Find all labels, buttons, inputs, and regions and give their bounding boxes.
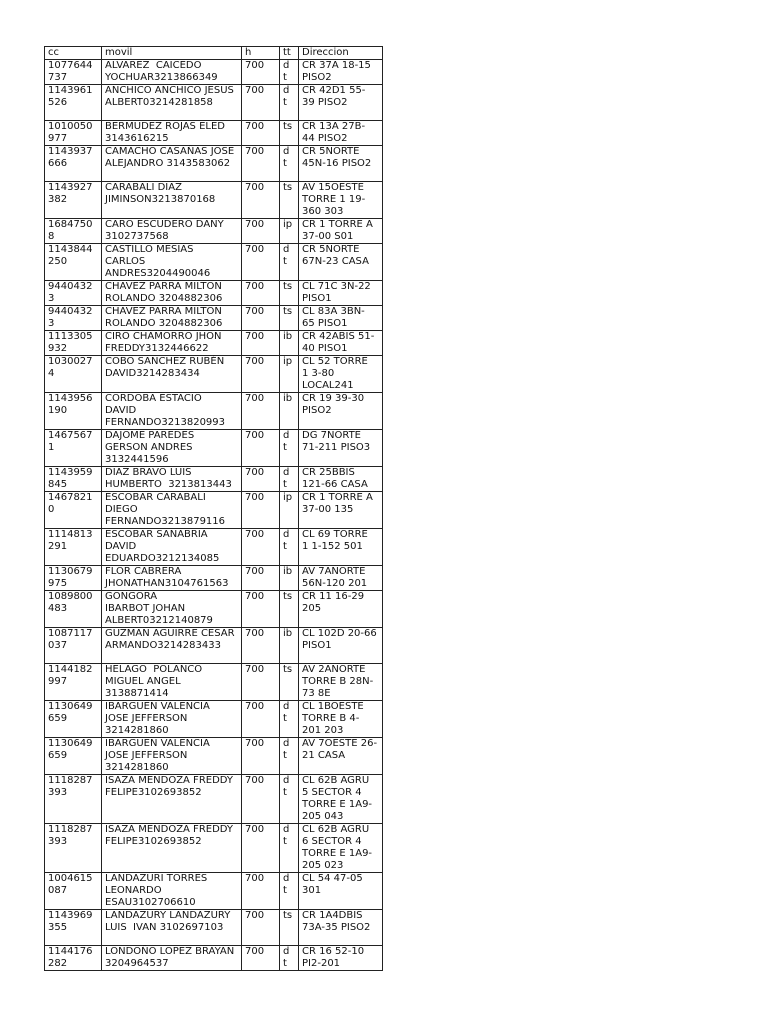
cell-h: 700 [242,946,280,971]
cell-h: 700 [242,873,280,910]
cell-direccion: CL 1BOESTE TORRE B 4- 201 203 [299,701,383,738]
cell-h: 700 [242,775,280,824]
table-row [45,664,383,701]
cell-cc: 1143956 190 [45,393,102,430]
cell-cc: 1114813 291 [45,529,102,566]
table-row [45,182,383,219]
cell-movil: CHAVEZ PARRA MILTON ROLANDO 3204882306 [102,306,242,331]
table-row [45,946,383,971]
header-h: h [242,47,280,60]
cell-h: 700 [242,146,280,182]
cell-movil: ESCOBAR CARABALI DIEGO FERNANDO3213879116 [102,492,242,529]
cell-tt: ip [280,219,299,244]
cell-h: 700 [242,306,280,331]
cell-direccion: CL 62B AGRU 6 SECTOR 4 TORRE E 1A9- 205 023 [299,824,383,873]
cell-cc: 1077644 737 [45,60,102,85]
cell-tt: d t [280,701,299,738]
cell-h: 700 [242,824,280,873]
cell-tt: d t [280,946,299,971]
cell-cc: 1130649 659 [45,701,102,738]
cell-h: 700 [242,60,280,85]
cell-h: 700 [242,219,280,244]
cell-h: 700 [242,393,280,430]
cell-cc: 1010050 977 [45,121,102,146]
cell-direccion: AV 15OESTE TORRE 1 19- 360 303 [299,182,383,219]
cell-movil: DAJOME PAREDES GERSON ANDRES 3132441596 [102,430,242,467]
cell-cc: 1004615 087 [45,873,102,910]
cell-h: 700 [242,529,280,566]
cell-cc: 1143844 250 [45,244,102,281]
cell-direccion: CL 69 TORRE 1 1-152 501 [299,529,383,566]
table-row [45,219,383,244]
cell-movil: LANDAZURY LANDAZURY LUIS IVAN 3102697103 [102,910,242,946]
cell-movil: GUZMAN AGUIRRE CESAR ARMANDO3214283433 [102,628,242,664]
cell-direccion: CL 52 TORRE 1 3-80 LOCAL241 [299,356,383,393]
cell-movil: LONDOÑO LOPEZ BRAYAN 3204964537 [102,946,242,971]
table-row [45,467,383,492]
cell-tt: d t [280,244,299,281]
header-movil: movil [102,47,242,60]
cell-tt: d t [280,529,299,566]
cell-tt: d t [280,738,299,775]
cell-direccion: AV 2ANORTE TORRE B 28N- 73 8E [299,664,383,701]
records-table [44,46,383,971]
cell-direccion: CR 1 TORRE A 37-00 135 [299,492,383,529]
cell-direccion: CL 102D 20-66 PISO1 [299,628,383,664]
cell-tt: d t [280,60,299,85]
cell-tt: ts [280,182,299,219]
cell-tt: ts [280,306,299,331]
cell-direccion: CR 5NORTE 67N-23 CASA [299,244,383,281]
cell-cc: 1113305 932 [45,331,102,356]
table-row [45,529,383,566]
cell-h: 700 [242,331,280,356]
cell-tt: ts [280,910,299,946]
table-row [45,824,383,873]
cell-cc: 1089800 483 [45,591,102,628]
cell-movil: ISAZA MENDOZA FREDDY FELIPE3102693852 [102,775,242,824]
cell-cc: 1143959 845 [45,467,102,492]
cell-h: 700 [242,182,280,219]
cell-tt: ts [280,121,299,146]
table-row [45,492,383,529]
cell-movil: CARABALI DIAZ JIMINSON3213870168 [102,182,242,219]
table-row [45,281,383,306]
cell-cc: 1467567 1 [45,430,102,467]
cell-h: 700 [242,467,280,492]
table-row [45,244,383,281]
cell-direccion: CR 5NORTE 45N-16 PISO2 [299,146,383,182]
table-row [45,566,383,591]
header-cc: cc [45,47,102,60]
cell-tt: ts [280,591,299,628]
cell-direccion: CR 1 TORRE A 37-00 S01 [299,219,383,244]
cell-h: 700 [242,356,280,393]
table-row [45,393,383,430]
cell-h: 700 [242,492,280,529]
cell-cc: 1087117 037 [45,628,102,664]
cell-cc: 1467821 0 [45,492,102,529]
table-row [45,628,383,664]
cell-movil: DIAZ BRAVO LUIS HUMBERTO 3213813443 [102,467,242,492]
cell-h: 700 [242,281,280,306]
cell-cc: 1684750 8 [45,219,102,244]
cell-movil: COBO SANCHEZ RUBÉN DAVID3214283434 [102,356,242,393]
cell-h: 700 [242,244,280,281]
cell-h: 700 [242,121,280,146]
cell-tt: d t [280,146,299,182]
cell-cc: 1143969 355 [45,910,102,946]
cell-movil: FLOR CABRERA JHONATHAN3104761563 [102,566,242,591]
cell-movil: ALVAREZ CAICEDO YOCHUAR3213866349 [102,60,242,85]
table-row [45,146,383,182]
cell-tt: ip [280,356,299,393]
cell-tt: ib [280,331,299,356]
cell-tt: ib [280,393,299,430]
cell-movil: CHAVEZ PARRA MILTON ROLANDO 3204882306 [102,281,242,306]
table-row [45,85,383,121]
cell-tt: ts [280,664,299,701]
cell-direccion: CR 19 39-30 PISO2 [299,393,383,430]
cell-cc: 1118287 393 [45,775,102,824]
cell-h: 700 [242,664,280,701]
cell-tt: d t [280,85,299,121]
cell-cc: 1144182 997 [45,664,102,701]
cell-h: 700 [242,738,280,775]
cell-direccion: CL 71C 3N-22 PISO1 [299,281,383,306]
cell-movil: ESCOBAR SANABRIA DAVID EDUARDO3212134085 [102,529,242,566]
cell-cc: 1143927 382 [45,182,102,219]
cell-tt: ts [280,281,299,306]
table-row [45,873,383,910]
cell-tt: ib [280,628,299,664]
cell-movil: ANCHICO ANCHICO JESUS ALBERT03214281858 [102,85,242,121]
table-row [45,356,383,393]
cell-movil: CORDOBA ESTACIO DAVID FERNANDO3213820993 [102,393,242,430]
header-tt: tt [280,47,299,60]
cell-cc: 1144176 282 [45,946,102,971]
cell-cc: 1143961 526 [45,85,102,121]
cell-tt: d t [280,467,299,492]
cell-tt: d t [280,824,299,873]
cell-cc: 1118287 393 [45,824,102,873]
cell-h: 700 [242,85,280,121]
cell-direccion: CR 42D1 55- 39 PISO2 [299,85,383,121]
cell-direccion: CR 16 52-10 PI2-201 [299,946,383,971]
cell-direccion: AV 7OESTE 26- 21 CASA [299,738,383,775]
cell-tt: d t [280,430,299,467]
cell-h: 700 [242,910,280,946]
cell-cc: 9440432 3 [45,306,102,331]
cell-movil: GONGORA IBARBOT JOHAN ALBERT03212140879 [102,591,242,628]
table-row [45,591,383,628]
cell-direccion: CL 83A 3BN- 65 PISO1 [299,306,383,331]
table-row [45,701,383,738]
cell-direccion: CR 37A 18-15 PISO2 [299,60,383,85]
cell-h: 700 [242,701,280,738]
cell-movil: CIRO CHAMORRO JHON FREDDY3132446622 [102,331,242,356]
table-row [45,306,383,331]
cell-direccion: DG 7NORTE 71-211 PISO3 [299,430,383,467]
table-row [45,738,383,775]
cell-cc: 9440432 3 [45,281,102,306]
cell-h: 700 [242,566,280,591]
cell-h: 700 [242,628,280,664]
table-row [45,60,383,85]
table-row [45,121,383,146]
cell-cc: 1130679 975 [45,566,102,591]
cell-tt: d t [280,775,299,824]
cell-movil: CASTILLO MESIAS CARLOS ANDRES3204490046 [102,244,242,281]
table-row [45,910,383,946]
cell-direccion: CR 42ABIS 51- 40 PISO1 [299,331,383,356]
cell-movil: LANDAZURI TORRES LEONARDO ESAU3102706610 [102,873,242,910]
cell-direccion: CR 11 16-29 205 [299,591,383,628]
table-row [45,430,383,467]
cell-movil: BERMUDEZ ROJAS ELED 3143616215 [102,121,242,146]
cell-movil: IBARGUEN VALENCIA JOSE JEFFERSON 3214281860 [102,701,242,738]
cell-cc: 1143937 666 [45,146,102,182]
cell-h: 700 [242,591,280,628]
table-row [45,331,383,356]
table-row [45,775,383,824]
cell-direccion: CR 25BBIS 121-66 CASA [299,467,383,492]
cell-tt: ib [280,566,299,591]
cell-movil: HELAGO POLANCO MIGUEL ANGEL 3138871414 [102,664,242,701]
header-direccion: Direccion [299,47,383,60]
cell-direccion: CL 62B AGRU 5 SECTOR 4 TORRE E 1A9- 205 043 [299,775,383,824]
cell-direccion: CR 1A4DBIS 73A-35 PISO2 [299,910,383,946]
cell-direccion: AV 7ANORTE 56N-120 201 [299,566,383,591]
cell-movil: IBARGUEN VALENCIA JOSE JEFFERSON 3214281860 [102,738,242,775]
cell-h: 700 [242,430,280,467]
cell-movil: ISAZA MENDOZA FREDDY FELIPE3102693852 [102,824,242,873]
cell-direccion: CL 54 47-05 301 [299,873,383,910]
cell-direccion: CR 13A 27B- 44 PISO2 [299,121,383,146]
cell-movil: CARO ESCUDERO DANY 3102737568 [102,219,242,244]
cell-cc: 1030027 4 [45,356,102,393]
cell-tt: ip [280,492,299,529]
cell-tt: d t [280,873,299,910]
cell-cc: 1130649 659 [45,738,102,775]
header-row [45,47,383,60]
cell-movil: CAMACHO CASAÑAS JOSE ALEJANDRO 3143583062 [102,146,242,182]
